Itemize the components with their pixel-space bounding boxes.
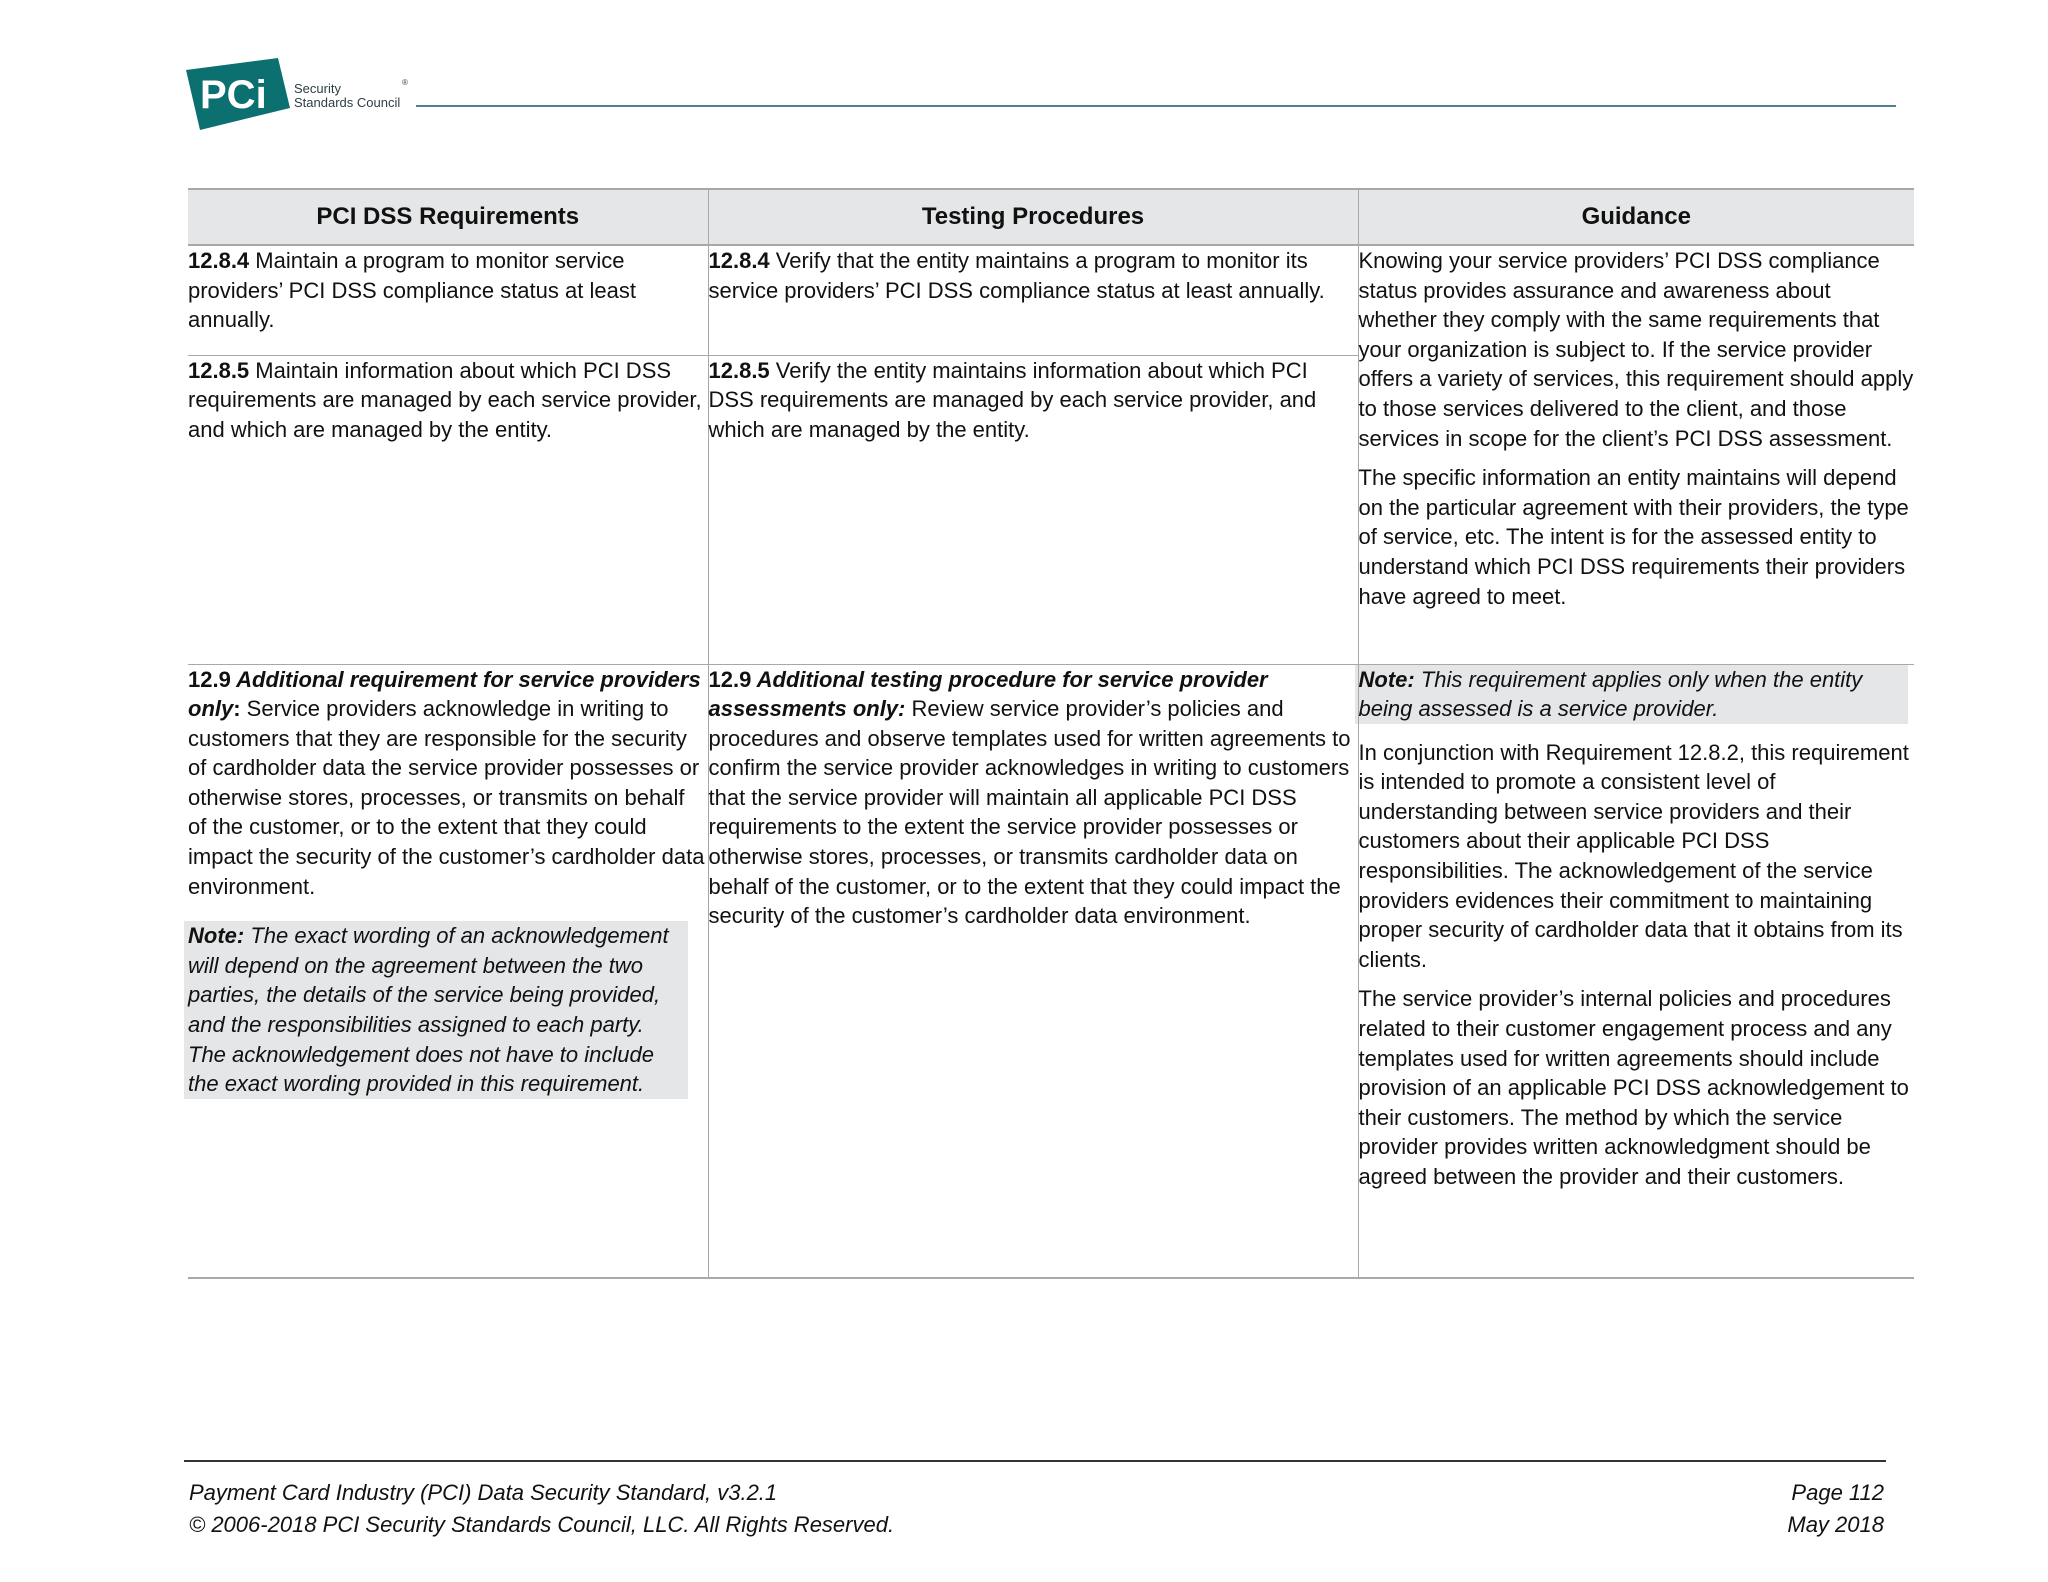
header-requirements: PCI DSS Requirements — [188, 189, 708, 245]
logo-text-security: Security — [294, 81, 341, 96]
page-footer — [0, 1460, 2048, 1580]
proc-12-8-4-text: Verify that the entity maintains a program to monitor its service providers’ PCI DSS compliance status at least annually. — [708, 248, 1325, 303]
header-rule — [416, 105, 1896, 107]
req-12-9-note-text: The exact wording of an acknowledgement will depend on the agreement between the two parties, the details of the service being provided, and the responsibilities assigned to each party. The acknowledgement does not have to include the exact wording provided in this requirement. — [188, 923, 669, 1097]
guidance-12-8-para-1: Knowing your service providers’ PCI DSS compliance status provides assurance and awareness about whether they comply with the same requirements that your organization is subject to. If the service provider offers a variety of services, this requirement should apply to those services delivered to the client, and those services in scope for the client’s PCI DSS assessment. — [1358, 248, 1914, 451]
header-guidance: Guidance — [1358, 189, 1914, 245]
guidance-12-9-para-1: In conjunction with Requirement 12.8.2, this requirement is intended to promote a consistent level of understanding between service providers and their customers about their applicable PCI DSS responsibilities. The acknowledgement of the service providers evidences their commitment to maintaining proper security of cardholder data that it obtains from its clients. — [1358, 739, 1909, 972]
req-12-8-5-number: 12.8.5 — [188, 357, 250, 383]
guidance-12-9-cell — [1358, 664, 1914, 1278]
registered-mark: ® — [402, 78, 408, 87]
proc-12-8-5-cell — [708, 355, 1358, 664]
footer-copyright: © 2006-2018 PCI Security Standards Council, LLC. All Rights Reserved. — [189, 1512, 895, 1537]
req-12-9-note-label: Note: — [188, 923, 245, 949]
table-row-12-8-4 — [188, 245, 1914, 355]
footer-document-title: Payment Card Industry (PCI) Data Security Standard, v3.2.1 — [189, 1480, 778, 1505]
req-12-9-text: Service providers acknowledge in writing to customers that they are responsible for the security of cardholder data the service provider possesses or otherwise stores, processes, or transmits on behalf of the customer, or to the extent that they could impact the security of the customer’s cardholder data environment. — [188, 696, 705, 899]
footer-rule — [184, 1460, 1886, 1462]
logo-mark-text: PCi — [200, 73, 267, 117]
footer-page-number: Page 112 — [1791, 1480, 1884, 1505]
req-12-8-4-cell — [188, 245, 708, 355]
guidance-12-9-note-label: Note: — [1358, 666, 1415, 692]
proc-12-8-5-number: 12.8.5 — [708, 357, 770, 383]
guidance-12-8-para-2: The specific information an entity maintains will depend on the particular agreement with their providers, the type of service, etc. The intent is for the assessed entity to understand which PCI DSS requirements their providers have agreed to meet. — [1358, 465, 1909, 609]
req-12-8-5-text: Maintain information about which PCI DSS requirements are managed by each service provider, and which are managed by the entity. — [188, 357, 702, 442]
footer-date: May 2018 — [1787, 1512, 1884, 1537]
pci-logo-icon — [186, 58, 294, 130]
page-header — [0, 0, 2048, 140]
proc-12-8-4-cell — [708, 245, 1358, 355]
logo-text-council: Standards Council — [294, 95, 401, 110]
proc-12-9-text: Review service provider’s policies and procedures and observe templates used for written agreements to confirm the service provider acknowledges in writing to customers that the service provider will maintain all applicable PCI DSS requirements to the extent the service provider possesses or otherwise stores, processes, or transmits cardholder data on behalf of the customer, or to the extent that they could impact the security of the customer’s cardholder data environment. — [708, 696, 1351, 929]
header-testing-procedures: Testing Procedures — [708, 189, 1358, 245]
guidance-12-8-cell — [1358, 245, 1914, 664]
proc-12-8-5-text: Verify the entity maintains information about which PCI DSS requirements are managed by each service provider, and which are managed by the entity. — [708, 357, 1317, 442]
requirements-table — [188, 188, 1914, 1279]
req-12-8-5-cell — [188, 355, 708, 664]
req-12-9-cell — [188, 664, 708, 1278]
proc-12-9-title: Additional testing procedure for service provider assessments only: — [708, 666, 1268, 722]
req-12-9-colon: : — [233, 696, 241, 722]
table-header-row — [188, 189, 1914, 245]
req-12-8-4-text: Maintain a program to monitor service providers’ PCI DSS compliance status at least annually. — [188, 248, 636, 333]
proc-12-8-4-number: 12.8.4 — [708, 248, 770, 273]
proc-12-9-cell — [708, 664, 1358, 1278]
table-row-12-9 — [188, 664, 1914, 1278]
guidance-12-9-note-text: This requirement applies only when the entity being assessed is a service provider. — [1358, 666, 1863, 722]
req-12-9-number: 12.9 — [188, 666, 231, 692]
req-12-9-title: Additional requirement for service providers only — [188, 666, 701, 722]
req-12-9-note — [184, 921, 688, 1099]
guidance-12-9-para-2: The service provider’s internal policies and procedures related to their customer engagement process and any templates used for written agreements should include provision of an applicable PCI DSS acknowledgement to their customers. The method by which the service provider provides written acknowledgment should be agreed between the provider and their customers. — [1358, 986, 1909, 1189]
proc-12-9-number: 12.9 — [708, 666, 752, 692]
req-12-8-4-number: 12.8.4 — [188, 248, 250, 273]
guidance-12-9-note — [1355, 665, 1908, 724]
